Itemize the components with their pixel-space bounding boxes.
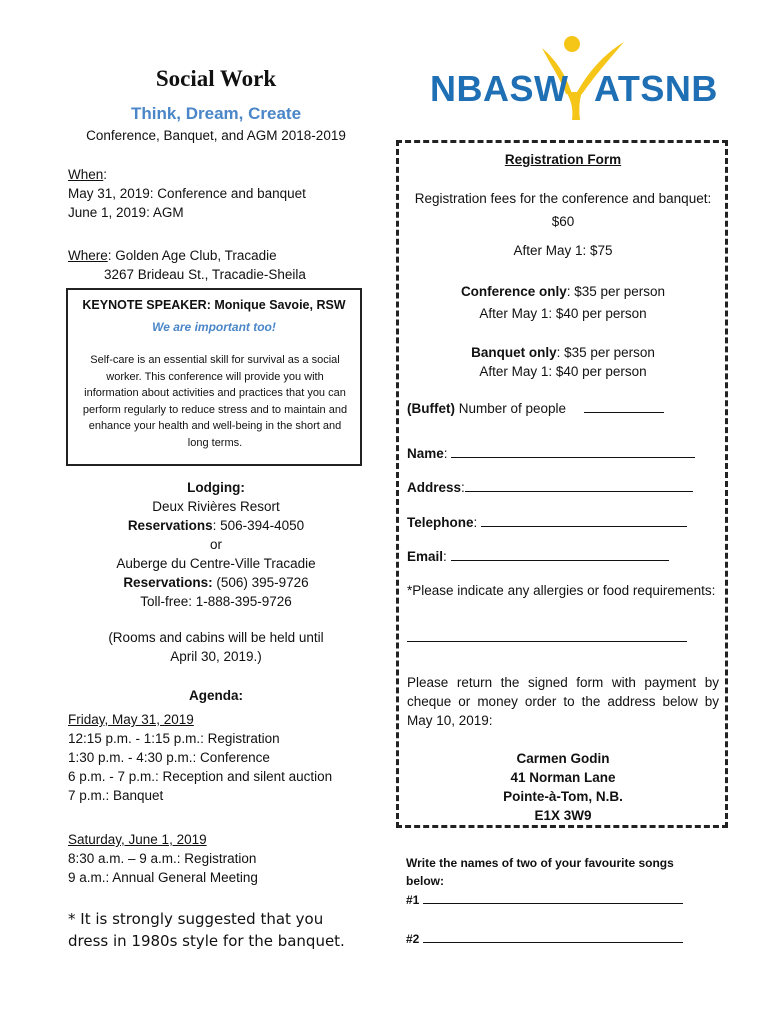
nbasw-logo (426, 34, 718, 120)
logo-right-text: ATSNB (594, 68, 718, 109)
song-2-blank[interactable] (423, 929, 683, 943)
resort-1-name: Deux Rivières Resort (152, 499, 280, 514)
resort-2-reservations (68, 573, 364, 592)
keynote-tagline: We are important too! (152, 320, 276, 334)
lodging-section (68, 478, 364, 611)
conference-only-fee (407, 281, 719, 325)
lodging-title: Lodging: (187, 480, 245, 495)
address-field: Address: (407, 478, 719, 495)
fees-text: Registration fees for the conference and banquet: (414, 191, 712, 206)
keynote-speaker: KEYNOTE SPEAKER: Monique Savoie, RSW (82, 298, 346, 312)
agenda-title: Agenda: (189, 688, 243, 703)
page-title: Social Work (155, 66, 277, 91)
email-label: Email (407, 549, 444, 564)
banquet-only-price: : $35 per person (556, 345, 655, 360)
where-section (68, 246, 306, 284)
registration-fees (407, 187, 719, 233)
banquet-only-label: Banquet only (471, 345, 557, 360)
logo-left-text: NBASW (430, 68, 569, 109)
friday-heading: Friday, May 31, 2019 (68, 712, 194, 727)
agenda-item: 12:15 p.m. - 1:15 p.m.: Registration (68, 731, 280, 746)
favourite-songs-section (406, 854, 706, 948)
fees-amount: $60 (551, 214, 575, 229)
banquet-only-line (407, 343, 719, 362)
address-street: 41 Norman Lane (510, 770, 616, 785)
where-line-1 (68, 246, 306, 265)
resort-2-name: Auberge du Centre-Ville Tracadie (116, 556, 316, 571)
registration-form-box (396, 140, 728, 828)
agenda-item: 7 p.m.: Banquet (68, 788, 164, 803)
mailing-address (407, 749, 719, 825)
agenda-item: 8:30 a.m. – 9 a.m.: Registration (68, 851, 257, 866)
rooms-note (68, 628, 364, 666)
banquet-only-after: After May 1: $40 per person (479, 364, 647, 379)
keynote-box (66, 288, 362, 466)
where-line-2: 3267 Brideau St., Tracadie-Sheila (104, 267, 306, 282)
where-venue: : Golden Age Club, Tracadie (107, 248, 277, 263)
resort-2-tollfree: Toll-free: 1-888-395-9726 (140, 594, 292, 609)
agenda-item: 9 a.m.: Annual General Meeting (68, 870, 258, 885)
song-1-line (406, 890, 706, 909)
email-blank[interactable] (451, 547, 669, 561)
conference-only-line (407, 281, 719, 303)
name-blank[interactable] (451, 444, 695, 458)
when-line-1: May 31, 2019: Conference and banquet (68, 186, 306, 201)
page-subtitle: Think, Dream, Create (130, 104, 302, 123)
where-label: Where (68, 248, 108, 263)
address-label: Address (407, 480, 462, 495)
conference-only-after: After May 1: $40 per person (479, 306, 647, 321)
lodging-or: or (209, 537, 222, 552)
conference-heading: Conference, Banquet, and AGM 2018-2019 (86, 128, 346, 143)
email-field: Email: (407, 547, 719, 564)
buffet-label: (Buffet) (407, 401, 455, 416)
agenda-saturday (68, 830, 258, 887)
agenda-item: 6 p.m. - 7 p.m.: Reception and silent auction (68, 769, 333, 784)
return-instructions: Please return the signed form with payment by cheque or money order to the address below by May 10, 2019: (407, 675, 719, 728)
address-postal: E1X 3W9 (534, 808, 592, 823)
dress-code-note: * It is strongly suggested that you dress in 1980s style for the banquet. (68, 910, 345, 950)
resort-1-phone: : 506-394-4050 (212, 518, 305, 533)
agenda-item: 1:30 p.m. - 4:30 p.m.: Conference (68, 750, 270, 765)
when-section (68, 165, 306, 222)
conference-only-label: Conference only (460, 284, 567, 299)
saturday-heading: Saturday, June 1, 2019 (68, 832, 207, 847)
registration-title: Registration Form (504, 152, 622, 167)
rooms-note-line-1: (Rooms and cabins will be held until (108, 630, 324, 645)
allergy-blank[interactable] (407, 641, 687, 642)
song-1-label: #1 (406, 893, 420, 907)
when-label: When (68, 167, 104, 182)
song-2-line (406, 929, 706, 948)
song-1-blank[interactable] (423, 890, 683, 904)
rooms-note-line-2: April 30, 2019.) (170, 649, 262, 664)
buffet-count-blank[interactable] (584, 399, 664, 413)
conference-only-price: : $35 per person (566, 284, 666, 299)
agenda-friday (68, 710, 332, 805)
telephone-label: Telephone (407, 515, 474, 530)
name-label: Name (407, 446, 444, 461)
buffet-text: Number of people (454, 401, 567, 416)
address-blank[interactable] (465, 478, 693, 492)
name-field: Name: (407, 444, 719, 461)
keynote-description: Self-care is an essential skill for survival as a social worker. This conference will provide you with information about activities and practices that you can perform regularly to reduce stress and to maintain and enhance your health and well-being in the short and long terms. (82, 354, 348, 449)
fees-after-date: After May 1: $75 (513, 243, 613, 258)
resort-2-res-label: Reservations: (123, 575, 213, 590)
address-name: Carmen Godin (516, 751, 610, 766)
telephone-field: Telephone: (407, 513, 719, 530)
resort-1-reservations (68, 516, 364, 535)
address-city: Pointe-à-Tom, N.B. (503, 789, 623, 804)
when-line-2: June 1, 2019: AGM (68, 205, 184, 220)
song-2-label: #2 (406, 932, 420, 946)
telephone-blank[interactable] (481, 513, 687, 527)
songs-prompt: Write the names of two of your favourite songs below: (406, 856, 674, 888)
resort-1-res-label: Reservations (127, 518, 213, 533)
resort-2-phone: (506) 395-9726 (212, 575, 309, 590)
when-label-line: When: (68, 167, 108, 182)
banquet-only-fee (407, 343, 719, 381)
buffet-people-field (407, 399, 719, 416)
allergy-prompt: *Please indicate any allergies or food requirements: (407, 583, 716, 598)
